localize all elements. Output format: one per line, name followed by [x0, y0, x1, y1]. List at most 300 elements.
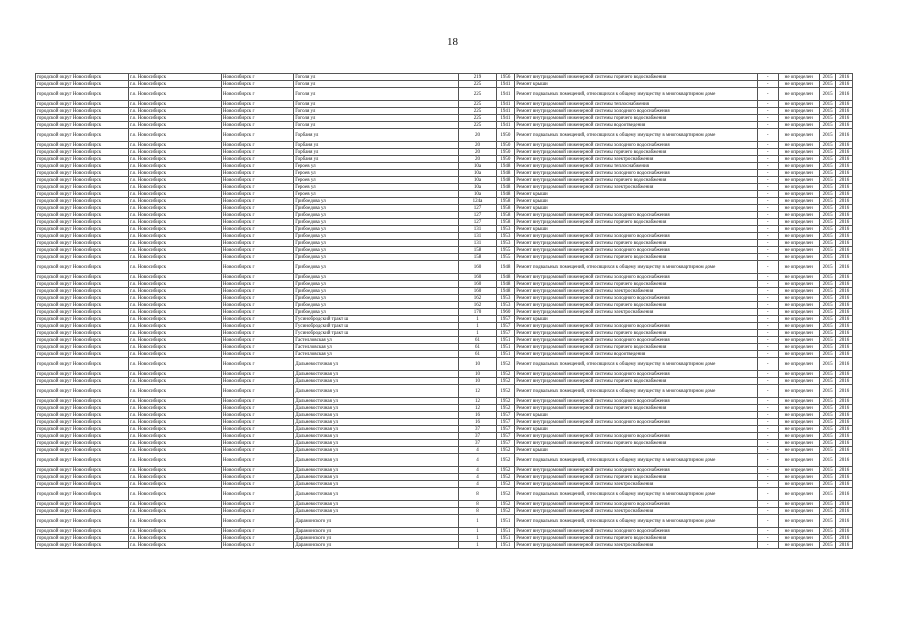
house-number-cell: 37 — [459, 440, 496, 447]
start-year-cell: 2015 — [819, 412, 836, 419]
house-number-cell: 4 — [459, 447, 496, 454]
street-cell: Дарамонского ул — [294, 535, 459, 542]
city-district-cell: г.о. Новосибирск — [128, 149, 221, 156]
settlement-cell: Новосибирск г — [221, 101, 293, 108]
house-number-cell: 127 — [459, 219, 496, 226]
table-row — [36, 295, 853, 302]
city-district-cell: г.о. Новосибирск — [128, 419, 221, 426]
table-row — [36, 385, 853, 398]
city-district-cell: г.о. Новосибирск — [128, 535, 221, 542]
street-cell: Дарамонского ул — [294, 542, 459, 549]
street-cell: Горбаня ул — [294, 149, 459, 156]
start-year-cell: 2015 — [819, 330, 836, 337]
city-district-cell: г.о. Новосибирск — [128, 281, 221, 288]
city-district-cell: г.о. Новосибирск — [128, 101, 221, 108]
house-number-cell: 8 — [459, 488, 496, 501]
build-year-cell: 1958 — [496, 212, 515, 219]
cost-cell: не определен — [778, 344, 819, 351]
settlement-cell: Новосибирск г — [221, 467, 293, 474]
street-cell: Гастелловская ул — [294, 337, 459, 344]
start-year-cell: 2015 — [819, 426, 836, 433]
table-row — [36, 501, 853, 508]
build-year-cell: 1948 — [496, 177, 515, 184]
dash-cell: - — [757, 254, 778, 261]
work-type-cell: Ремонт внутридомовой инженерной системы электроснабжения — [515, 288, 758, 295]
dash-cell: - — [757, 440, 778, 447]
settlement-cell: Новосибирск г — [221, 508, 293, 515]
build-year-cell: 1952 — [496, 467, 515, 474]
dash-cell: - — [757, 122, 778, 129]
municipality-cell: городской округ Новосибирск — [36, 385, 129, 398]
cost-cell: не определен — [778, 398, 819, 405]
city-district-cell: г.о. Новосибирск — [128, 433, 221, 440]
end-year-cell: 2016 — [836, 81, 853, 88]
end-year-cell: 2016 — [836, 433, 853, 440]
start-year-cell: 2015 — [819, 122, 836, 129]
table-row — [36, 412, 853, 419]
dash-cell: - — [757, 398, 778, 405]
settlement-cell: Новосибирск г — [221, 358, 293, 371]
house-number-cell: 8 — [459, 508, 496, 515]
municipality-cell: городской округ Новосибирск — [36, 281, 129, 288]
table-row — [36, 358, 853, 371]
city-district-cell: г.о. Новосибирск — [128, 81, 221, 88]
settlement-cell: Новосибирск г — [221, 129, 293, 142]
start-year-cell: 2015 — [819, 419, 836, 426]
dash-cell: - — [757, 163, 778, 170]
settlement-cell: Новосибирск г — [221, 247, 293, 254]
city-district-cell: г.о. Новосибирск — [128, 454, 221, 467]
street-cell: Дальневосточная ул — [294, 426, 459, 433]
build-year-cell: 1950 — [496, 149, 515, 156]
cost-cell: не определен — [778, 351, 819, 358]
work-type-cell: Ремонт внутридомовой инженерной системы горячего водоснабжения — [515, 405, 758, 412]
municipality-cell: городской округ Новосибирск — [36, 508, 129, 515]
house-number-cell: 170 — [459, 309, 496, 316]
street-cell: Грибоедова ул — [294, 212, 459, 219]
cost-cell: не определен — [778, 535, 819, 542]
work-type-cell: Ремонт внутридомовой инженерной системы холодного водоснабжения — [515, 528, 758, 535]
end-year-cell: 2016 — [836, 191, 853, 198]
dash-cell: - — [757, 405, 778, 412]
settlement-cell: Новосибирск г — [221, 261, 293, 274]
settlement-cell: Новосибирск г — [221, 226, 293, 233]
table-row — [36, 170, 853, 177]
end-year-cell: 2016 — [836, 474, 853, 481]
settlement-cell: Новосибирск г — [221, 426, 293, 433]
house-number-cell: 10а — [459, 170, 496, 177]
cost-cell: не определен — [778, 149, 819, 156]
table-row — [36, 205, 853, 212]
dash-cell: - — [757, 508, 778, 515]
city-district-cell: г.о. Новосибирск — [128, 515, 221, 528]
dash-cell: - — [757, 156, 778, 163]
start-year-cell: 2015 — [819, 274, 836, 281]
table-row — [36, 184, 853, 191]
house-number-cell: 4 — [459, 481, 496, 488]
settlement-cell: Новосибирск г — [221, 74, 293, 81]
street-cell: Гоголя ул — [294, 115, 459, 122]
municipality-cell: городской округ Новосибирск — [36, 81, 129, 88]
municipality-cell: городской округ Новосибирск — [36, 337, 129, 344]
house-number-cell: 8 — [459, 501, 496, 508]
build-year-cell: 1941 — [496, 88, 515, 101]
start-year-cell: 2015 — [819, 358, 836, 371]
settlement-cell: Новосибирск г — [221, 412, 293, 419]
cost-cell: не определен — [778, 371, 819, 378]
table-row — [36, 351, 853, 358]
house-number-cell: 162 — [459, 302, 496, 309]
build-year-cell: 1951 — [496, 542, 515, 549]
table-row — [36, 240, 853, 247]
dash-cell: - — [757, 454, 778, 467]
street-cell: Гоголя ул — [294, 88, 459, 101]
dash-cell: - — [757, 288, 778, 295]
table-row — [36, 515, 853, 528]
end-year-cell: 2016 — [836, 115, 853, 122]
cost-cell: не определен — [778, 385, 819, 398]
street-cell: Дальневосточная ул — [294, 440, 459, 447]
work-type-cell: Ремонт внутридомовой инженерной системы холодного водоснабжения — [515, 337, 758, 344]
table-row — [36, 149, 853, 156]
build-year-cell: 1952 — [496, 501, 515, 508]
cost-cell: не определен — [778, 226, 819, 233]
end-year-cell: 2016 — [836, 309, 853, 316]
build-year-cell: 1951 — [496, 535, 515, 542]
work-type-cell: Ремонт крыши — [515, 81, 758, 88]
build-year-cell: 1958 — [496, 198, 515, 205]
build-year-cell: 1948 — [496, 274, 515, 281]
end-year-cell: 2016 — [836, 467, 853, 474]
work-type-cell: Ремонт крыши — [515, 426, 758, 433]
cost-cell: не определен — [778, 501, 819, 508]
build-year-cell: 1957 — [496, 426, 515, 433]
settlement-cell: Новосибирск г — [221, 254, 293, 261]
start-year-cell: 2015 — [819, 508, 836, 515]
end-year-cell: 2016 — [836, 454, 853, 467]
house-number-cell: 10а — [459, 177, 496, 184]
house-number-cell: 1 — [459, 542, 496, 549]
street-cell: Грибоедова ул — [294, 219, 459, 226]
table-row — [36, 177, 853, 184]
city-district-cell: г.о. Новосибирск — [128, 115, 221, 122]
table-row — [36, 371, 853, 378]
table-row — [36, 198, 853, 205]
build-year-cell: 1952 — [496, 405, 515, 412]
cost-cell: не определен — [778, 440, 819, 447]
end-year-cell: 2016 — [836, 74, 853, 81]
dash-cell: - — [757, 219, 778, 226]
work-type-cell: Ремонт крыши — [515, 205, 758, 212]
municipality-cell: городской округ Новосибирск — [36, 515, 129, 528]
dash-cell: - — [757, 344, 778, 351]
dash-cell: - — [757, 177, 778, 184]
table-row — [36, 474, 853, 481]
city-district-cell: г.о. Новосибирск — [128, 219, 221, 226]
start-year-cell: 2015 — [819, 212, 836, 219]
city-district-cell: г.о. Новосибирск — [128, 295, 221, 302]
end-year-cell: 2016 — [836, 385, 853, 398]
house-number-cell: 4 — [459, 467, 496, 474]
table-row — [36, 302, 853, 309]
table-row — [36, 261, 853, 274]
street-cell: Героев ул — [294, 170, 459, 177]
work-type-cell: Ремонт подвальных помещений, относящихся к общему имуществу в многоквартирном доме — [515, 454, 758, 467]
dash-cell: - — [757, 358, 778, 371]
settlement-cell: Новосибирск г — [221, 351, 293, 358]
work-type-cell: Ремонт внутридомовой инженерной системы горячего водоснабжения — [515, 330, 758, 337]
settlement-cell: Новосибирск г — [221, 454, 293, 467]
work-type-cell: Ремонт внутридомовой инженерной системы горячего водоснабжения — [515, 344, 758, 351]
cost-cell: не определен — [778, 177, 819, 184]
end-year-cell: 2016 — [836, 378, 853, 385]
cost-cell: не определен — [778, 254, 819, 261]
settlement-cell: Новосибирск г — [221, 515, 293, 528]
municipality-cell: городской округ Новосибирск — [36, 371, 129, 378]
municipality-cell: городской округ Новосибирск — [36, 129, 129, 142]
work-type-cell: Ремонт внутридомовой инженерной системы холодного водоснабжения — [515, 247, 758, 254]
end-year-cell: 2016 — [836, 261, 853, 274]
settlement-cell: Новосибирск г — [221, 198, 293, 205]
municipality-cell: городской округ Новосибирск — [36, 316, 129, 323]
street-cell: Горбаня ул — [294, 156, 459, 163]
street-cell: Грибоедова ул — [294, 226, 459, 233]
settlement-cell: Новосибирск г — [221, 535, 293, 542]
table-row — [36, 309, 853, 316]
work-type-cell: Ремонт внутридомовой инженерной системы холодного водоснабжения — [515, 212, 758, 219]
cost-cell: не определен — [778, 198, 819, 205]
work-type-cell: Ремонт внутридомовой инженерной системы горячего водоснабжения — [515, 74, 758, 81]
city-district-cell: г.о. Новосибирск — [128, 330, 221, 337]
build-year-cell: 1958 — [496, 205, 515, 212]
table-row — [36, 508, 853, 515]
cost-cell: не определен — [778, 212, 819, 219]
settlement-cell: Новосибирск г — [221, 316, 293, 323]
build-year-cell: 1948 — [496, 163, 515, 170]
work-type-cell: Ремонт внутридомовой инженерной системы горячего водоснабжения — [515, 281, 758, 288]
city-district-cell: г.о. Новосибирск — [128, 440, 221, 447]
municipality-cell: городской округ Новосибирск — [36, 101, 129, 108]
city-district-cell: г.о. Новосибирск — [128, 122, 221, 129]
dash-cell: - — [757, 323, 778, 330]
start-year-cell: 2015 — [819, 198, 836, 205]
street-cell: Грибоедова ул — [294, 254, 459, 261]
work-type-cell: Ремонт внутридомовой инженерной системы холодного водоснабжения — [515, 398, 758, 405]
build-year-cell: 1952 — [496, 358, 515, 371]
table-row — [36, 316, 853, 323]
start-year-cell: 2015 — [819, 184, 836, 191]
table-row — [36, 233, 853, 240]
house-number-cell: 219 — [459, 74, 496, 81]
work-type-cell: Ремонт внутридомовой инженерной системы электроснабжения — [515, 542, 758, 549]
dash-cell: - — [757, 88, 778, 101]
settlement-cell: Новосибирск г — [221, 528, 293, 535]
dash-cell: - — [757, 108, 778, 115]
street-cell: Грибоедова ул — [294, 281, 459, 288]
city-district-cell: г.о. Новосибирск — [128, 309, 221, 316]
cost-cell: не определен — [778, 419, 819, 426]
municipality-cell: городской округ Новосибирск — [36, 88, 129, 101]
work-type-cell: Ремонт внутридомовой инженерной системы горячего водоснабжения — [515, 115, 758, 122]
build-year-cell: 1951 — [496, 515, 515, 528]
municipality-cell: городской округ Новосибирск — [36, 295, 129, 302]
table-row — [36, 108, 853, 115]
build-year-cell: 1952 — [496, 454, 515, 467]
settlement-cell: Новосибирск г — [221, 378, 293, 385]
street-cell: Гоголя ул — [294, 108, 459, 115]
city-district-cell: г.о. Новосибирск — [128, 447, 221, 454]
work-type-cell: Ремонт подвальных помещений, относящихся к общему имуществу в многоквартирном доме — [515, 515, 758, 528]
end-year-cell: 2016 — [836, 323, 853, 330]
street-cell: Дальневосточная ул — [294, 474, 459, 481]
cost-cell: не определен — [778, 426, 819, 433]
house-number-cell: 160 — [459, 288, 496, 295]
house-number-cell: 160 — [459, 281, 496, 288]
end-year-cell: 2016 — [836, 302, 853, 309]
build-year-cell: 1941 — [496, 101, 515, 108]
end-year-cell: 2016 — [836, 88, 853, 101]
work-type-cell: Ремонт крыши — [515, 191, 758, 198]
municipality-cell: городской округ Новосибирск — [36, 535, 129, 542]
table-row — [36, 254, 853, 261]
dash-cell: - — [757, 433, 778, 440]
street-cell: Дальневосточная ул — [294, 358, 459, 371]
table-row — [36, 419, 853, 426]
street-cell: Грибоедова ул — [294, 247, 459, 254]
settlement-cell: Новосибирск г — [221, 205, 293, 212]
municipality-cell: городской округ Новосибирск — [36, 198, 129, 205]
city-district-cell: г.о. Новосибирск — [128, 205, 221, 212]
cost-cell: не определен — [778, 247, 819, 254]
end-year-cell: 2016 — [836, 240, 853, 247]
city-district-cell: г.о. Новосибирск — [128, 323, 221, 330]
end-year-cell: 2016 — [836, 170, 853, 177]
end-year-cell: 2016 — [836, 330, 853, 337]
municipality-cell: городской округ Новосибирск — [36, 240, 129, 247]
dash-cell: - — [757, 184, 778, 191]
dash-cell: - — [757, 330, 778, 337]
cost-cell: не определен — [778, 205, 819, 212]
start-year-cell: 2015 — [819, 302, 836, 309]
work-type-cell: Ремонт крыши — [515, 447, 758, 454]
cost-cell: не определен — [778, 508, 819, 515]
dash-cell: - — [757, 528, 778, 535]
street-cell: Дальневосточная ул — [294, 447, 459, 454]
municipality-cell: городской округ Новосибирск — [36, 156, 129, 163]
street-cell: Грибоедова ул — [294, 233, 459, 240]
street-cell: Дальневосточная ул — [294, 433, 459, 440]
start-year-cell: 2015 — [819, 309, 836, 316]
city-district-cell: г.о. Новосибирск — [128, 467, 221, 474]
city-district-cell: г.о. Новосибирск — [128, 344, 221, 351]
build-year-cell: 1951 — [496, 337, 515, 344]
end-year-cell: 2016 — [836, 337, 853, 344]
end-year-cell: 2016 — [836, 101, 853, 108]
dash-cell: - — [757, 447, 778, 454]
house-number-cell: 225 — [459, 122, 496, 129]
city-district-cell: г.о. Новосибирск — [128, 240, 221, 247]
start-year-cell: 2015 — [819, 101, 836, 108]
build-year-cell: 1952 — [496, 488, 515, 501]
table-body — [36, 74, 853, 549]
table-row — [36, 142, 853, 149]
dash-cell: - — [757, 233, 778, 240]
build-year-cell: 1952 — [496, 508, 515, 515]
start-year-cell: 2015 — [819, 337, 836, 344]
end-year-cell: 2016 — [836, 358, 853, 371]
end-year-cell: 2016 — [836, 488, 853, 501]
city-district-cell: г.о. Новосибирск — [128, 378, 221, 385]
work-type-cell: Ремонт внутридомовой инженерной системы горячего водоснабжения — [515, 254, 758, 261]
build-year-cell: 1957 — [496, 323, 515, 330]
start-year-cell: 2015 — [819, 316, 836, 323]
work-type-cell: Ремонт внутридомовой инженерной системы холодного водоснабжения — [515, 467, 758, 474]
table-row — [36, 274, 853, 281]
street-cell: Грибоедова ул — [294, 240, 459, 247]
end-year-cell: 2016 — [836, 501, 853, 508]
house-number-cell: 1 — [459, 515, 496, 528]
city-district-cell: г.о. Новосибирск — [128, 129, 221, 142]
street-cell: Гастелловская ул — [294, 344, 459, 351]
end-year-cell: 2016 — [836, 288, 853, 295]
start-year-cell: 2015 — [819, 205, 836, 212]
start-year-cell: 2015 — [819, 226, 836, 233]
house-number-cell: 225 — [459, 81, 496, 88]
build-year-cell: 1957 — [496, 419, 515, 426]
work-type-cell: Ремонт внутридомовой инженерной системы холодного водоснабжения — [515, 295, 758, 302]
build-year-cell: 1941 — [496, 115, 515, 122]
build-year-cell: 1951 — [496, 351, 515, 358]
settlement-cell: Новосибирск г — [221, 163, 293, 170]
house-number-cell: 16 — [459, 412, 496, 419]
house-number-cell: 162 — [459, 295, 496, 302]
dash-cell: - — [757, 316, 778, 323]
start-year-cell: 2015 — [819, 281, 836, 288]
city-district-cell: г.о. Новосибирск — [128, 177, 221, 184]
cost-cell: не определен — [778, 515, 819, 528]
table-row — [36, 122, 853, 129]
work-type-cell: Ремонт внутридомовой инженерной системы холодного водоснабжения — [515, 323, 758, 330]
start-year-cell: 2015 — [819, 454, 836, 467]
settlement-cell: Новосибирск г — [221, 419, 293, 426]
end-year-cell: 2016 — [836, 149, 853, 156]
end-year-cell: 2016 — [836, 129, 853, 142]
cost-cell: не определен — [778, 184, 819, 191]
table-row — [36, 440, 853, 447]
house-number-cell: 10 — [459, 371, 496, 378]
street-cell: Гоголя ул — [294, 74, 459, 81]
build-year-cell: 1957 — [496, 316, 515, 323]
end-year-cell: 2016 — [836, 184, 853, 191]
settlement-cell: Новосибирск г — [221, 156, 293, 163]
settlement-cell: Новосибирск г — [221, 295, 293, 302]
house-number-cell: 10а — [459, 184, 496, 191]
cost-cell: не определен — [778, 191, 819, 198]
table-row — [36, 454, 853, 467]
start-year-cell: 2015 — [819, 261, 836, 274]
cost-cell: не определен — [778, 454, 819, 467]
cost-cell: не определен — [778, 528, 819, 535]
settlement-cell: Новосибирск г — [221, 240, 293, 247]
city-district-cell: г.о. Новосибирск — [128, 426, 221, 433]
municipality-cell: городской округ Новосибирск — [36, 233, 129, 240]
city-district-cell: г.о. Новосибирск — [128, 337, 221, 344]
street-cell: Грибоедова ул — [294, 198, 459, 205]
dash-cell: - — [757, 191, 778, 198]
start-year-cell: 2015 — [819, 233, 836, 240]
cost-cell: не определен — [778, 233, 819, 240]
cost-cell: не определен — [778, 542, 819, 549]
